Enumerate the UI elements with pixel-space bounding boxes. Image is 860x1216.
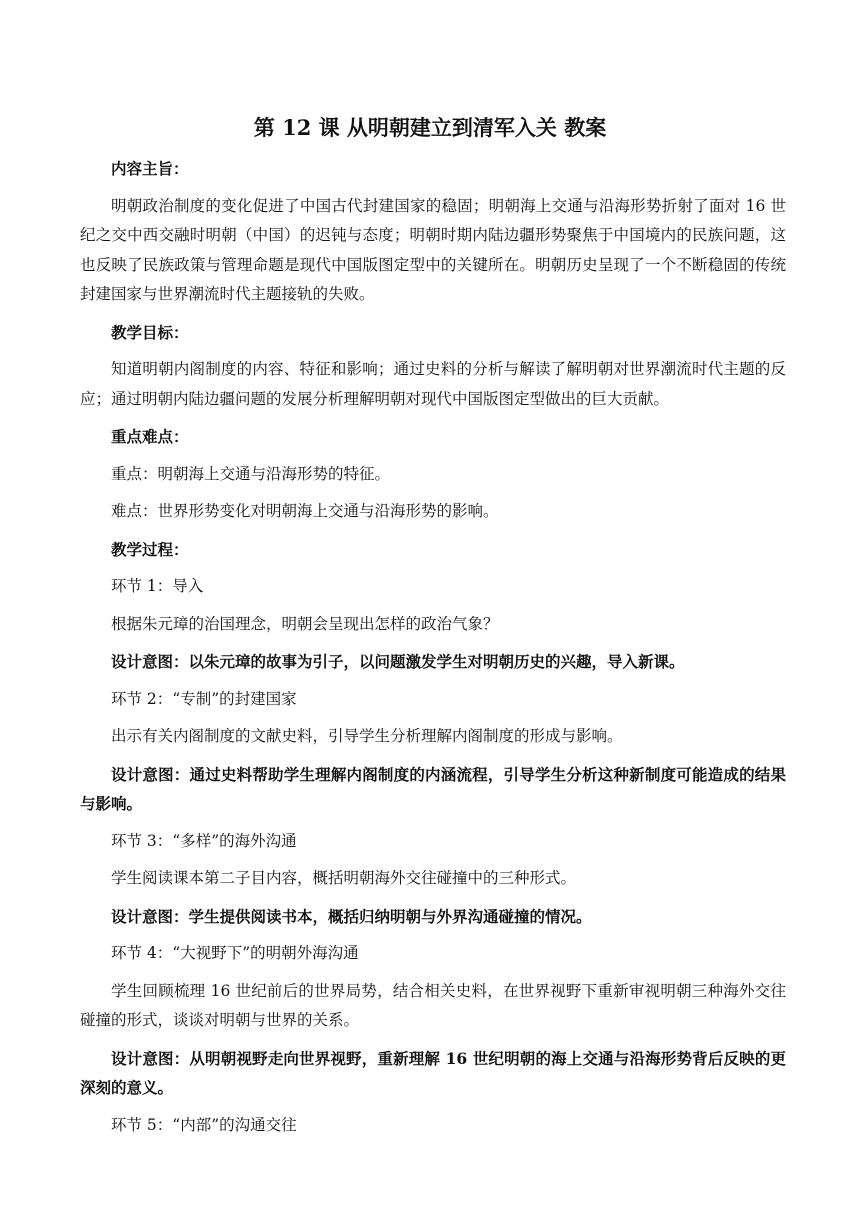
section-heading-content-gist: 内容主旨： (111, 159, 189, 178)
paragraph-key-point: 重点：明朝海上交通与沿海形势的特征。 (111, 464, 391, 483)
step-4-title: 环节 4：“大视野下”的明朝外海沟通 (111, 944, 359, 962)
step-2-title: 环节 2：“专制”的封建国家 (111, 689, 297, 708)
step-1-design-intent: 设计意图：以朱元璋的故事为引子，以问题激发学生对明朝历史的兴趣，导入新课。 (111, 652, 685, 671)
document-body (80, 154, 786, 1148)
step-5-title: 环节 5：“内部”的沟通交往 (111, 1115, 297, 1134)
section-heading-teaching-process: 教学过程： (111, 539, 189, 559)
step-1-body: 根据朱元璋的治国理念，明朝会呈现出怎样的政治气象？ (111, 614, 499, 633)
section-heading-key-points: 重点难点： (111, 427, 189, 446)
step-3-title: 环节 3：“多样”的海外沟通 (111, 831, 297, 850)
step-4-body: 学生回顾梳理 16 世纪前后的世界局势，结合相关史料，在世界视野下重新审视明朝三种海外交往碰撞的形式，谈谈对明朝与世界的关系。 (80, 981, 786, 1029)
step-1-title: 环节 1：导入 (111, 577, 204, 595)
step-2-design-intent: 设计意图：通过史料帮助学生理解内阁制度的内涵流程，引导学生分析这种新制度可能造成的结果与影响。 (80, 764, 786, 813)
paragraph-difficult-point: 难点：世界形势变化对明朝海上交通与沿海形势的影响。 (111, 502, 499, 520)
paragraph-content-gist: 明朝政治制度的变化促进了中国古代封建国家的稳固；明朝海上交通与沿海形势折射了面对 16 世纪之交中西交融时明朝（中国）的迟钝与态度；明朝时期内陆边疆形势聚焦于中国境内的民族问题，这也反映了民族政策与管理命题是现代中国版图定型中的关键所在。明朝历史呈现了一个不断稳固的传统封建国家与世界潮流时代主题接轨的失败。 (80, 196, 786, 303)
step-2-body: 出示有关内阁制度的文献史料，引导学生分析理解内阁制度的形成与影响。 (111, 727, 623, 745)
document-title: 第 12 课 从明朝建立到清军入关 教案 (253, 115, 607, 140)
section-heading-teaching-goals: 教学目标： (111, 322, 189, 342)
paragraph-teaching-goals: 知道明朝内阁制度的内容、特征和影响；通过史料的分析与解读了解明朝对世界潮流时代主题的反应；通过明朝内陆边疆问题的发展分析理解明朝对现代中国版图定型做出的巨大贡献。 (80, 360, 786, 408)
step-3-design-intent: 设计意图：学生提供阅读书本，概括归纳明朝与外界沟通碰撞的情况。 (111, 906, 592, 926)
step-3-body: 学生阅读课本第二子目内容，概括明朝海外交往碰撞中的三种形式。 (111, 869, 577, 887)
step-4-design-intent: 设计意图：从明朝视野走向世界视野，重新理解 16 世纪明朝的海上交通与沿海形势背后反映的更深刻的意义。 (80, 1048, 786, 1097)
